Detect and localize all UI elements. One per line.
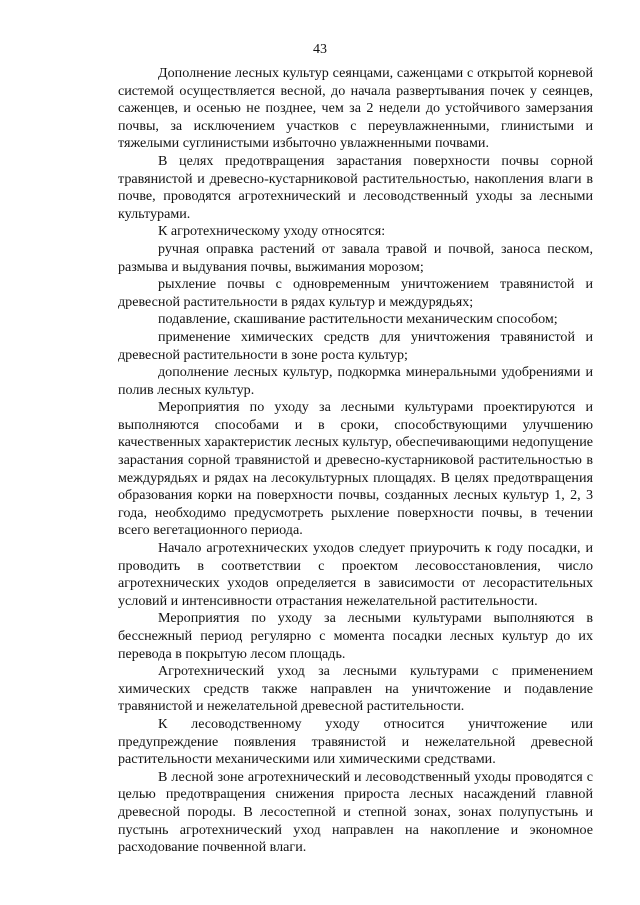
list-item: рыхление почвы с одновременным уничтожением травянистой и древесной растительности в рядах культур и междурядьях; [118,276,593,310]
paragraph: К лесоводственному уходу относится уничтожение или предупреждение появления травянистой и нежелательной древесной растительности механическими или химическими средствами. [118,715,593,768]
list-item: применение химических средств для уничтожения травянистой и древесной растительности в зоне роста культур; [118,328,593,363]
paragraph: Дополнение лесных культур сеянцами, саженцами с открытой корневой системой осуществляется весной, до начала развертывания почек у сеянцев, саженцев, и осенью не позднее, чем за 2 недели до устойчивого замерзания почвы, за исключением участков с переувлажненными, глинистыми и тяжелыми суглинистыми избыточно увлажненными почвами. [118,65,593,152]
document-body [118,65,593,857]
list-item: ручная оправка растений от завала травой и почвой, заноса песком, размыва и выдувания почвы, выжимания морозом; [118,240,593,275]
paragraph: Начало агротехнических уходов следует приурочить к году посадки, и проводить в соответствии с проектом лесовосстановления, число агротехнических уходов определяется в зависимости от лесорастительных условий и интенсивности отрастания нежелательной растительности. [118,540,593,609]
paragraph: В лесной зоне агротехнический и лесоводственный уходы проводятся с целью предотвращения снижения прироста лесных насаждений главной древесной породы. В лесостепной и степной зонах, зонах полупустынь и пустынь агротехнический уход направлен на накопление и экономное расходование почвенной влаги. [118,768,593,856]
page-number: 43 [313,42,327,57]
list-item: подавление, скашивание растительности механическим способом; [158,311,558,328]
list-item: дополнение лесных культур, подкормка минеральными удобрениями и полив лесных культур. [118,364,593,398]
paragraph: К агротехническому уходу относятся: [158,223,386,240]
paragraph: Мероприятия по уходу за лесными культурами выполняются в бесснежный период регулярно с момента посадки лесных культур до их перевода в покрытую лесом площадь. [118,610,593,662]
paragraph: В целях предотвращения зарастания поверхности почвы сорной травянистой и древесно-кустарниковой растительностью, накопления влаги в почве, проводятся агротехнический и лесоводственный уходы за лесными культурами. [118,152,593,222]
paragraph: Агротехнический уход за лесными культурами с применением химических средств также направлен на уничтожение и подавление травянистой и нежелательной древесной растительности. [118,663,593,715]
paragraph: Мероприятия по уходу за лесными культурами проектируются и выполняются способами и в сроки, способствующими улучшению качественных характеристик лесных культур, обеспечивающими недопущение зарастания сорной травянистой и древесно-кустарниковой растительностью в междурядьях и рядах на лесокультурных площадях. В целях предотвращения образования корки на поверхности почвы, созданных лесных культур 1, 2, 3 года, необходимо предусмотреть рыхление поверхности почвы, в течении всего вегетационного периода. [118,399,593,539]
